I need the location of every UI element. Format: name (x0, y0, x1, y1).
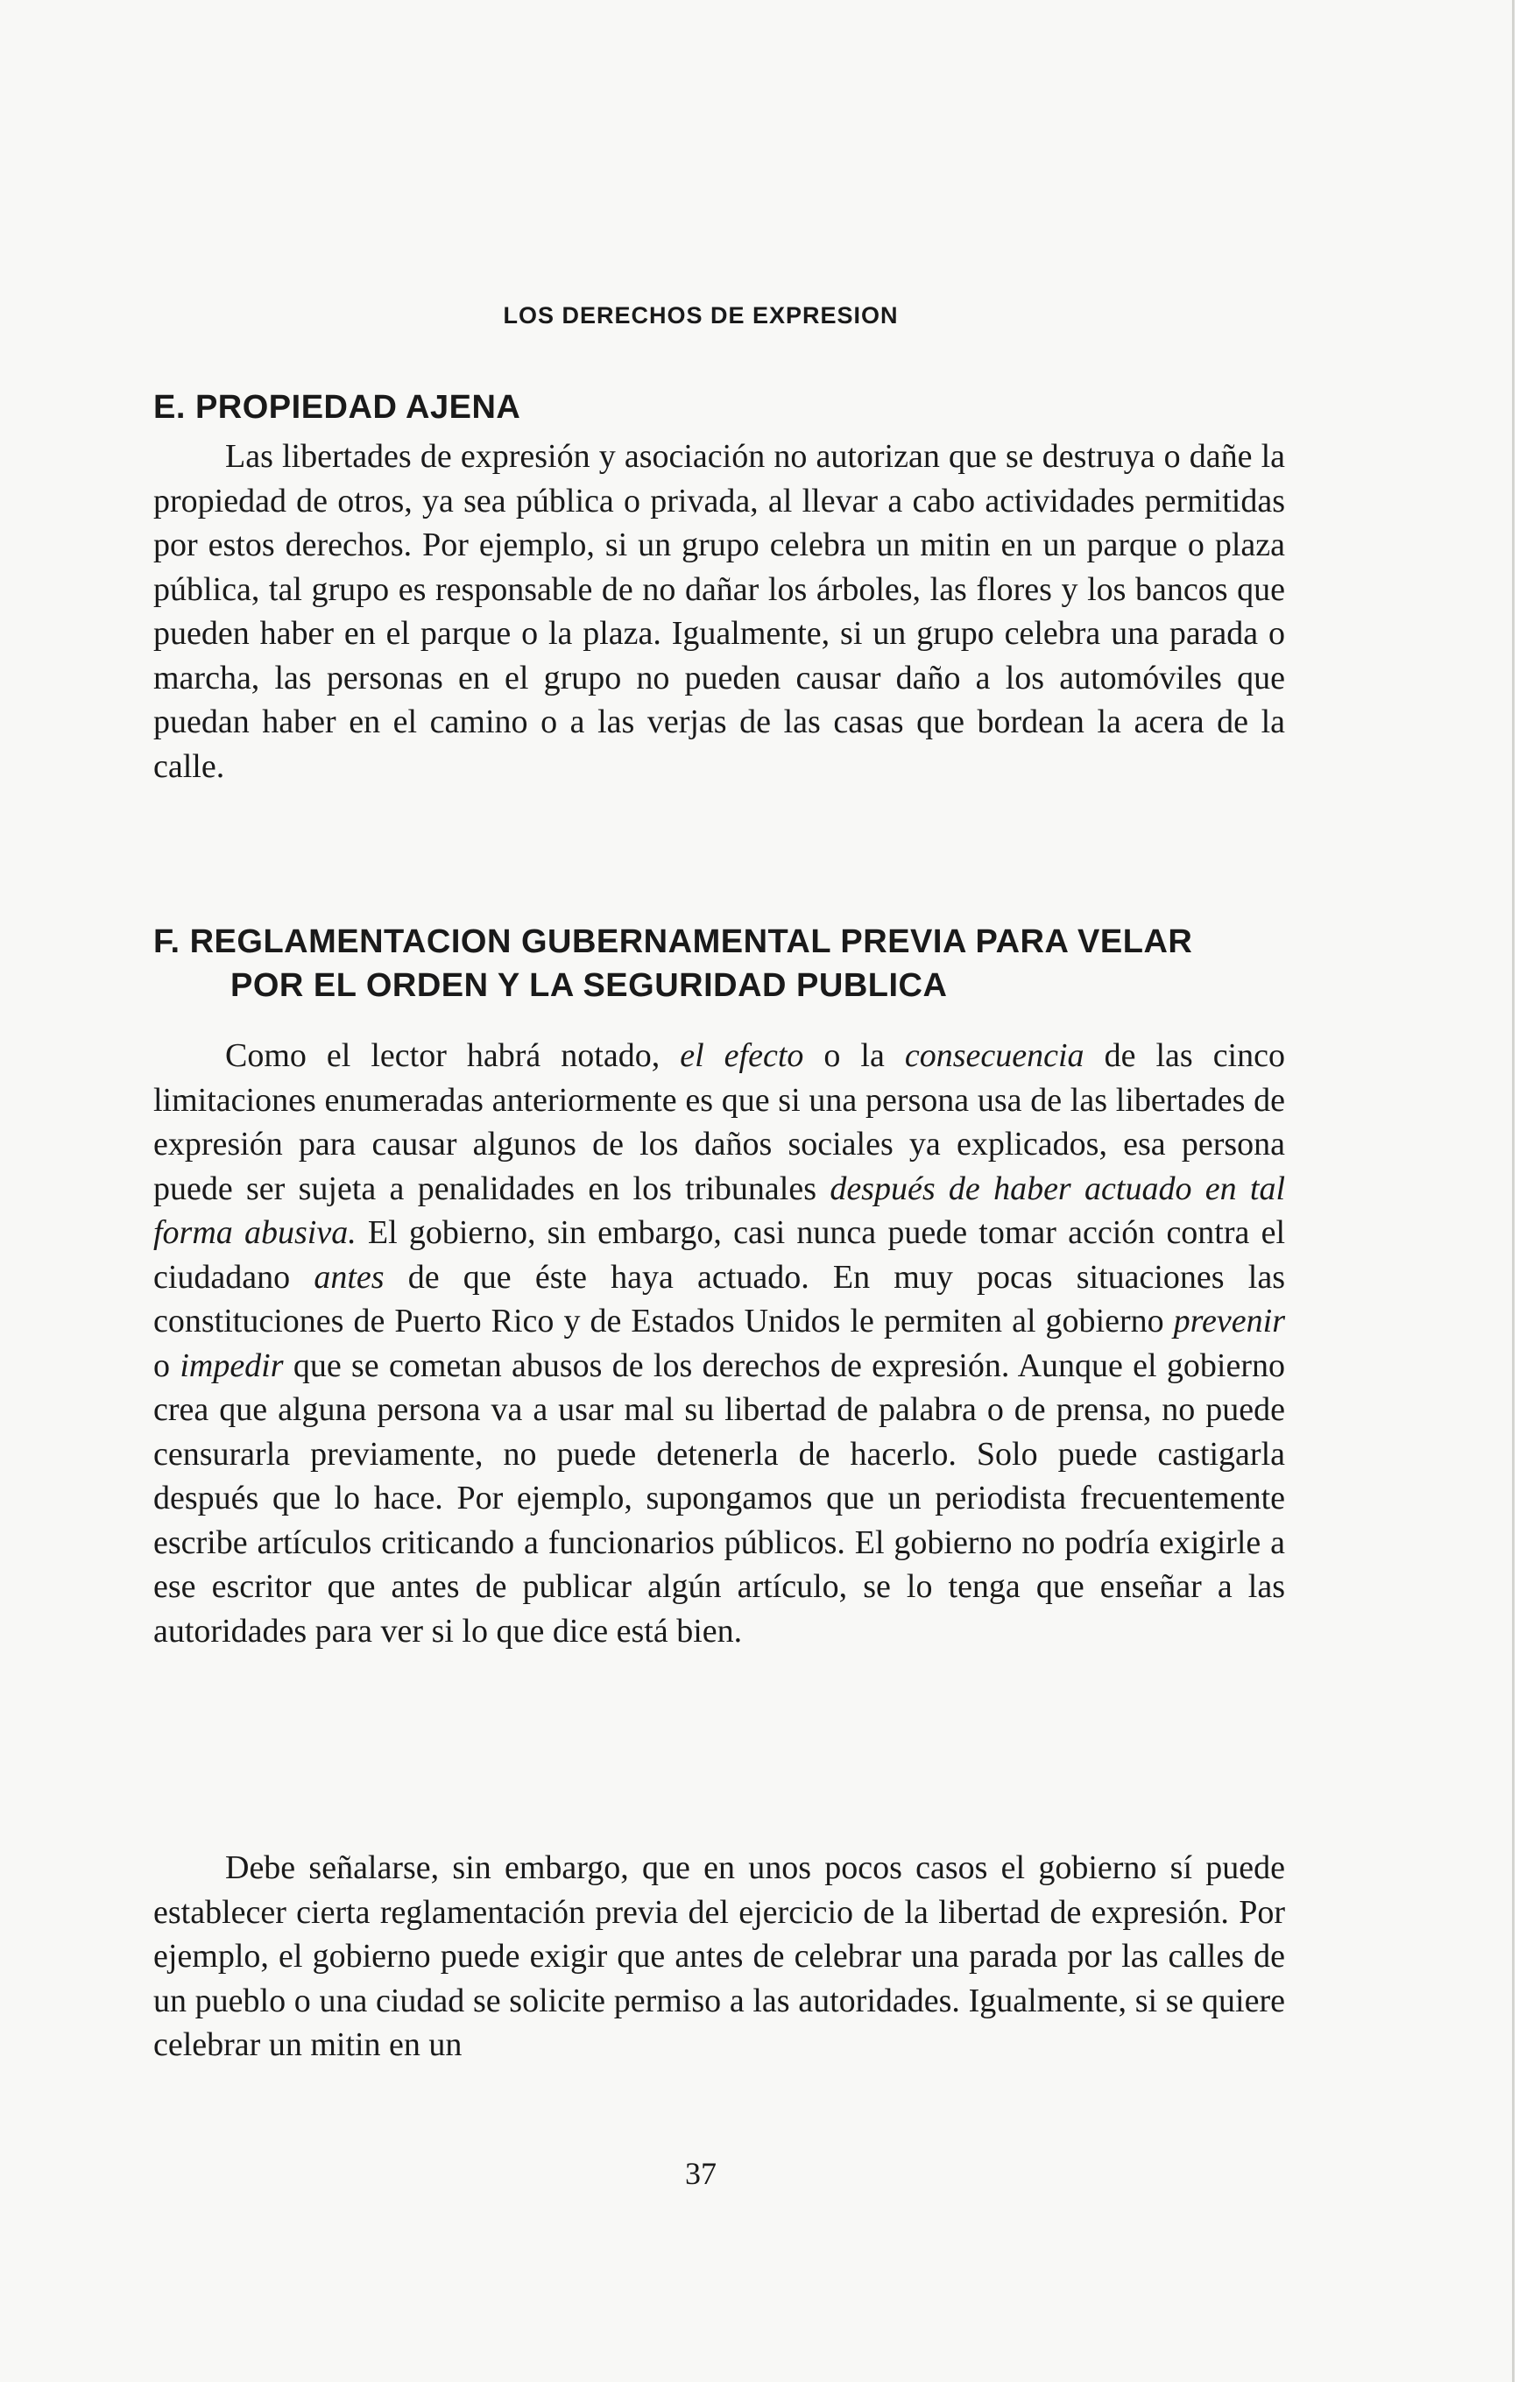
paragraph-reglamentacion-1: Como el lector habrá notado, el efecto o la consecuencia de las cinco limitaciones enumeradas anteriormente es que si una persona usa de las libertades de expresión para causar algunos de los daños sociales ya explicados, esa persona puede ser sujeta a penalidades en los tribunales después de haber actuado en tal forma abusiva. El gobierno, sin embargo, casi nunca puede tomar acción contra el ciudadano antes de que éste haya actuado. En muy pocas situaciones las constituciones de Puerto Rico y de Estados Unidos le permiten al gobierno prevenir o impedir que se cometan abusos de los derechos de expresión. Aunque el gobierno crea que alguna persona va a usar mal su libertad de palabra o de prensa, no puede censurarla previamente, no puede detenerla de hacerlo. Solo puede castigarla después que lo hace. Por ejemplo, supongamos que un periodista frecuentemente escribe artículos criticando a funcionarios públicos. El gobierno no podría exigirle a ese escritor que antes de publicar algún artículo, se lo tenga que enseñar a las autoridades para ver si lo que dice está bien. (153, 1037, 1286, 1650)
section-heading-f-line2: POR EL ORDEN Y LA SEGURIDAD PUBLICA (230, 967, 948, 1004)
italic-phrase: el efecto (680, 1037, 804, 1074)
italic-phrase: consecuencia (904, 1037, 1084, 1074)
italic-phrase: prevenir (1173, 1303, 1285, 1339)
italic-phrase: después de haber actuado en tal forma abusiva. (153, 1170, 1286, 1251)
section-heading-f (153, 920, 1292, 1007)
page-edge (1515, 0, 1540, 2382)
paragraph-propiedad-ajena: Las libertades de expresión y asociación no autorizan que se destruya o dañe la propiedad de otros, ya sea pública o privada, al llevar a cabo actividades permitidas por estos derechos. Por ejemplo, si un grupo celebra un mitin en un parque o plaza pública, tal grupo es responsable de no dañar los árboles, las flores y los bancos que pueden haber en el parque o la plaza. Igualmente, si un grupo celebra una parada o marcha, las personas en el grupo no pueden causar daño a los automóviles que puedan haber en el camino o a las verjas de las casas que bordean la acera de la calle. (153, 438, 1285, 785)
page-number: 37 (685, 2156, 717, 2191)
running-head: LOS DERECHOS DE EXPRESION (503, 302, 899, 329)
italic-phrase: antes (314, 1258, 385, 1296)
paragraph-reglamentacion-2: Debe señalarse, sin embargo, que en unos pocos casos el gobierno sí puede establecer cierta reglamentación previa del ejercicio de la libertad de expresión. Por ejemplo, el gobierno puede exigir que antes de celebrar una parada por las calles de un pueblo o una ciudad se solicite permiso a las autoridades. Igualmente, si se quiere celebrar un mitin en un (153, 1849, 1285, 2063)
italic-phrase: impedir (180, 1347, 284, 1384)
section-heading-e: E. PROPIEDAD AJENA (153, 389, 521, 426)
section-heading-f-line1: F. REGLAMENTACION GUBERNAMENTAL PREVIA PARA VELAR (153, 923, 1193, 960)
